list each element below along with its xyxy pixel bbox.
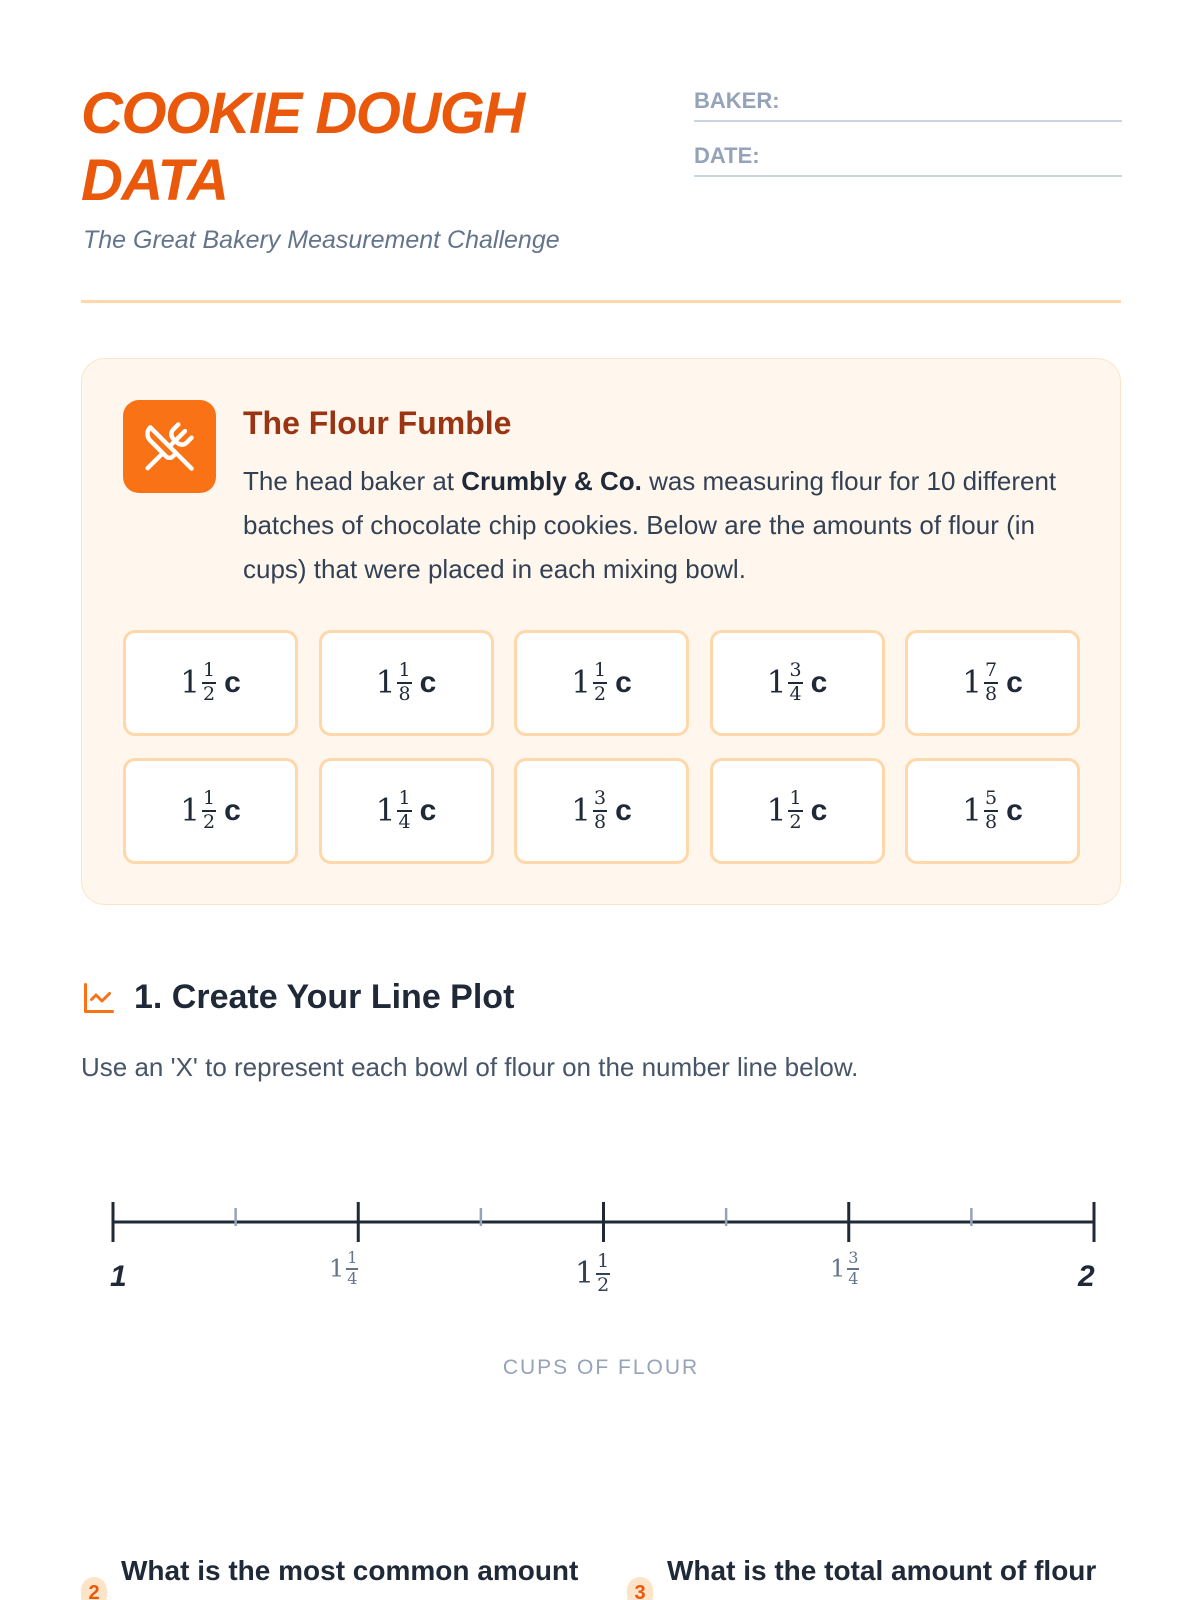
tick-fraction [596, 1252, 610, 1295]
date-field[interactable] [694, 137, 1122, 177]
measurement-denominator: 2 [789, 811, 802, 833]
measurement-denominator: 4 [398, 811, 411, 833]
worksheet-subtitle: The Great Bakery Measurement Challenge [83, 226, 560, 254]
tick-numerator: 3 [847, 1250, 859, 1270]
measurement-numerator: 1 [202, 789, 216, 812]
measurement-unit: c [615, 665, 632, 699]
measurement-denominator: 8 [593, 811, 607, 833]
question-text: What is the total amount of flour [667, 1555, 1097, 1586]
measurement-card [710, 758, 885, 864]
measurement-numerator: 3 [593, 789, 607, 812]
measurement-card [905, 758, 1080, 864]
tick-denominator: 4 [848, 1269, 859, 1288]
tick-fraction [847, 1250, 859, 1287]
measurement-value [126, 789, 295, 832]
measurement-value [713, 789, 882, 832]
measurement-fraction [202, 789, 216, 832]
measurement-card [123, 758, 298, 864]
measurement-card [710, 630, 885, 736]
tick-whole: 1 [575, 1256, 595, 1291]
measurement-fraction [984, 661, 998, 704]
measurement-denominator: 8 [398, 683, 411, 705]
measurement-value [126, 661, 295, 704]
measurement-value [517, 661, 686, 704]
measurement-unit: c [224, 793, 241, 827]
question-text: What is the most common amount [121, 1555, 579, 1586]
date-label: DATE: [694, 143, 760, 168]
measurement-fraction [397, 661, 411, 704]
line-plot-instructions: Use an 'X' to represent each bowl of flour on the number line below. [81, 1052, 859, 1082]
measurement-whole: 1 [571, 664, 591, 701]
measurement-fraction [984, 789, 998, 832]
line-chart-icon [81, 980, 117, 1016]
measurement-numerator: 1 [397, 661, 411, 684]
tick-fraction [346, 1250, 358, 1287]
measurement-fraction [788, 789, 802, 832]
measurement-denominator: 4 [789, 683, 802, 705]
measurement-fraction [397, 789, 411, 832]
measurement-numerator: 3 [788, 661, 802, 684]
story-text-before: The head baker at [243, 466, 462, 496]
utensils-crossed-icon [123, 400, 216, 493]
measurement-denominator: 2 [202, 811, 216, 833]
tick-denominator: 2 [597, 1274, 610, 1296]
measurement-fraction [593, 789, 607, 832]
axis-title: CUPS OF FLOUR [502, 1356, 700, 1379]
measurement-denominator: 2 [593, 683, 607, 705]
question-number-badge: 3 [627, 1577, 653, 1600]
story-text-after: was measuring flour for 10 different batches of chocolate chip cookies. Below are the amounts of flour (in cups) that were placed in each mixing bowl. [243, 466, 1057, 584]
measurement-numerator: 1 [593, 661, 607, 684]
measurement-card [514, 758, 689, 864]
measurement-whole: 1 [375, 792, 396, 829]
tick-whole: 1 [329, 1254, 345, 1283]
bakery-name: Crumbly & Co. [461, 466, 642, 496]
section-1-title: 1. Create Your Line Plot [134, 978, 515, 1016]
number-line[interactable] [81, 1180, 1121, 1325]
worksheet-title: COOKIE DOUGH DATA [81, 81, 524, 213]
measurement-whole: 1 [375, 664, 396, 701]
measurement-value [322, 789, 491, 832]
tick-label-1-3-4 [830, 1250, 861, 1287]
measurement-unit: c [224, 665, 241, 699]
baker-label: BAKER: [694, 88, 780, 113]
tick-label-1-1-2 [575, 1252, 612, 1295]
measurement-card [319, 758, 494, 864]
measurement-value [713, 661, 882, 704]
tick-numerator: 1 [346, 1250, 358, 1270]
measurement-card [514, 630, 689, 736]
measurement-whole: 1 [766, 664, 787, 701]
measurement-whole: 1 [180, 664, 200, 701]
measurement-value [908, 789, 1077, 832]
measurement-value [908, 661, 1077, 704]
measurement-unit: c [419, 665, 437, 699]
measurement-numerator: 1 [397, 789, 411, 812]
measurement-fraction [788, 661, 802, 704]
measurement-whole: 1 [766, 792, 787, 829]
measurement-value [322, 661, 491, 704]
question-number-badge: 2 [81, 1577, 107, 1600]
measurement-denominator: 8 [984, 683, 998, 705]
story-text [243, 459, 1073, 591]
measurement-unit: c [810, 793, 828, 827]
measurement-unit: c [1006, 665, 1023, 699]
tick-label-1-1-4 [329, 1250, 360, 1287]
measurement-denominator: 8 [984, 811, 998, 833]
measurement-whole: 1 [962, 664, 982, 701]
tick-whole: 1 [830, 1254, 846, 1283]
tick-label-2: 2 [1078, 1260, 1095, 1293]
story-title: The Flour Fumble [243, 405, 512, 441]
measurement-denominator: 2 [202, 683, 216, 705]
measurement-numerator: 1 [202, 661, 216, 684]
baker-name-field[interactable] [694, 82, 1122, 122]
measurement-unit: c [419, 793, 437, 827]
tick-numerator: 1 [596, 1252, 610, 1275]
measurement-unit: c [810, 665, 828, 699]
measurement-fraction [593, 661, 607, 704]
tick-denominator: 4 [347, 1269, 358, 1288]
measurement-numerator: 5 [984, 789, 998, 812]
measurement-numerator: 7 [984, 661, 998, 684]
measurement-whole: 1 [962, 792, 982, 829]
measurement-card [319, 630, 494, 736]
measurement-numerator: 1 [788, 789, 802, 812]
measurement-value [517, 789, 686, 832]
measurement-whole: 1 [180, 792, 200, 829]
story-panel [81, 358, 1121, 905]
tick-label-1: 1 [110, 1260, 127, 1293]
measurement-unit: c [1006, 793, 1023, 827]
measurement-unit: c [615, 793, 632, 827]
worksheet-header [81, 80, 1121, 303]
measurement-fraction [202, 661, 216, 704]
measurement-card [905, 630, 1080, 736]
measurement-card [123, 630, 298, 736]
measurement-whole: 1 [571, 792, 591, 829]
